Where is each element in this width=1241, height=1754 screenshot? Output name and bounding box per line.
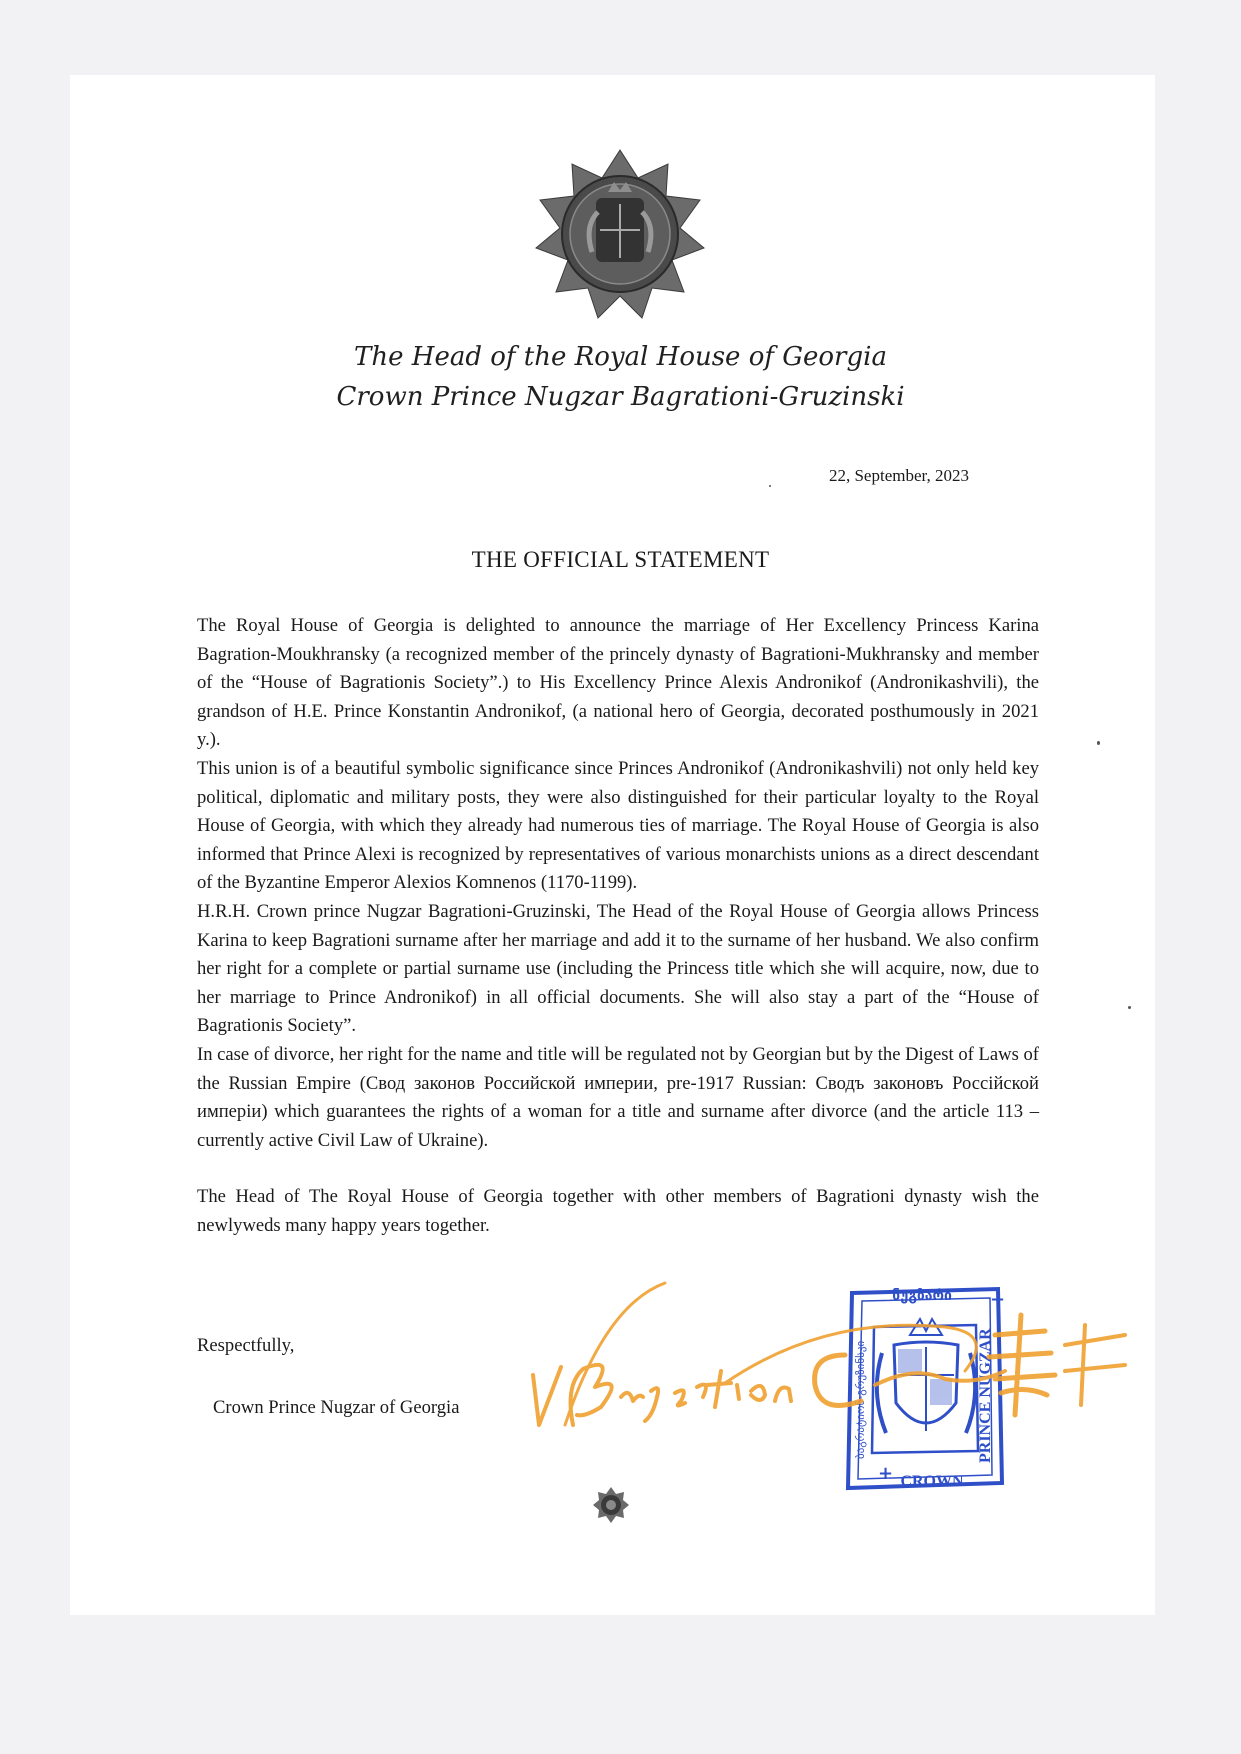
scan-speck [1128, 1006, 1131, 1009]
stamp-bottom-text: CROWN [900, 1473, 964, 1490]
signer-name: Crown Prince Nugzar of Georgia [213, 1397, 460, 1418]
svg-text:+: + [878, 1463, 894, 1484]
paragraph: This union is of a beautiful symbolic significance since Princes Andronikof (Andronikashvili) not only held key political, diplomatic and military posts, they were also distinguished for their particular loyalty to the Royal House of Georgia, with which they already had numerous ties of marriage. The Royal House of Georgia is also informed that Prince Alexi is recognized by representatives of various monarchists unions as a direct descendant of the Byzantine Emperor Alexios Komnenos (1170-1199). [197, 757, 1039, 894]
paragraph: The Royal House of Georgia is delighted to announce the marriage of Her Excellency Princess Karina Bagration-Moukhransky (a recognized member of the princely dynasty of Bagrationi-Mukhransky and member of the “House of Bagrationis Society”.) to His Excellency Prince Alexis Andronikof (Andronikashvili), the grandson of H.E. Prince Konstantin Andronikof, (a national hero of Georgia, decorated posthumously in 2021 y.). [197, 615, 1039, 751]
svg-text:+: + [990, 1289, 1006, 1310]
stamp-top-text: ნუგზარი [892, 1288, 952, 1304]
scan-speck [769, 485, 771, 487]
stamp-left-text: ბაგრატიონ-გრუზინსკი [854, 1340, 867, 1459]
header-subtitle: Crown Prince Nugzar Bagrationi-Gruzinski [336, 382, 905, 412]
scan-speck [1097, 741, 1100, 745]
statement-body [197, 612, 1039, 1240]
paragraph: In case of divorce, her right for the name and title will be regulated not by Georgian but by the Digest of Laws of the Russian Empire (Свод законов Российской империи, pre-1917 Russian: Сводъ законовъ Россійской имперіи) which guarantees the rights of a woman for a title and surname after divorce (and the article 113 – currently active Civil Law of Ukraine). [197, 1043, 1039, 1151]
document-date: 22, September, 2023 [828, 466, 969, 485]
closing-salutation: Respectfully, [197, 1335, 295, 1356]
small-seal-icon [592, 1486, 630, 1524]
header-title: The Head of the Royal House of Georgia [354, 342, 887, 372]
stamp-right-text: PRINCE NUGZAR [977, 1328, 994, 1463]
royal-emblem-icon [534, 148, 706, 320]
statement-title: THE OFFICIAL STATEMENT [471, 547, 770, 572]
paragraph: H.R.H. Crown prince Nugzar Bagrationi-Gruzinski, The Head of the Royal House of Georgia allows Princess Karina to keep Bagrationi surname after her marriage and add it to the surname of her husband. We also confirm her right for a complete or partial surname use (including the Princess title which she will acquire, now, due to her marriage to Prince Andronikof) in all official documents. She will also stay a part of the “House of Bagrationis Society”. [197, 900, 1039, 1037]
handwritten-signature [525, 1275, 1145, 1440]
paragraph: The Head of The Royal House of Georgia together with other members of Bagrationi dynasty wish the newlyweds many happy years together. [197, 1186, 1039, 1236]
